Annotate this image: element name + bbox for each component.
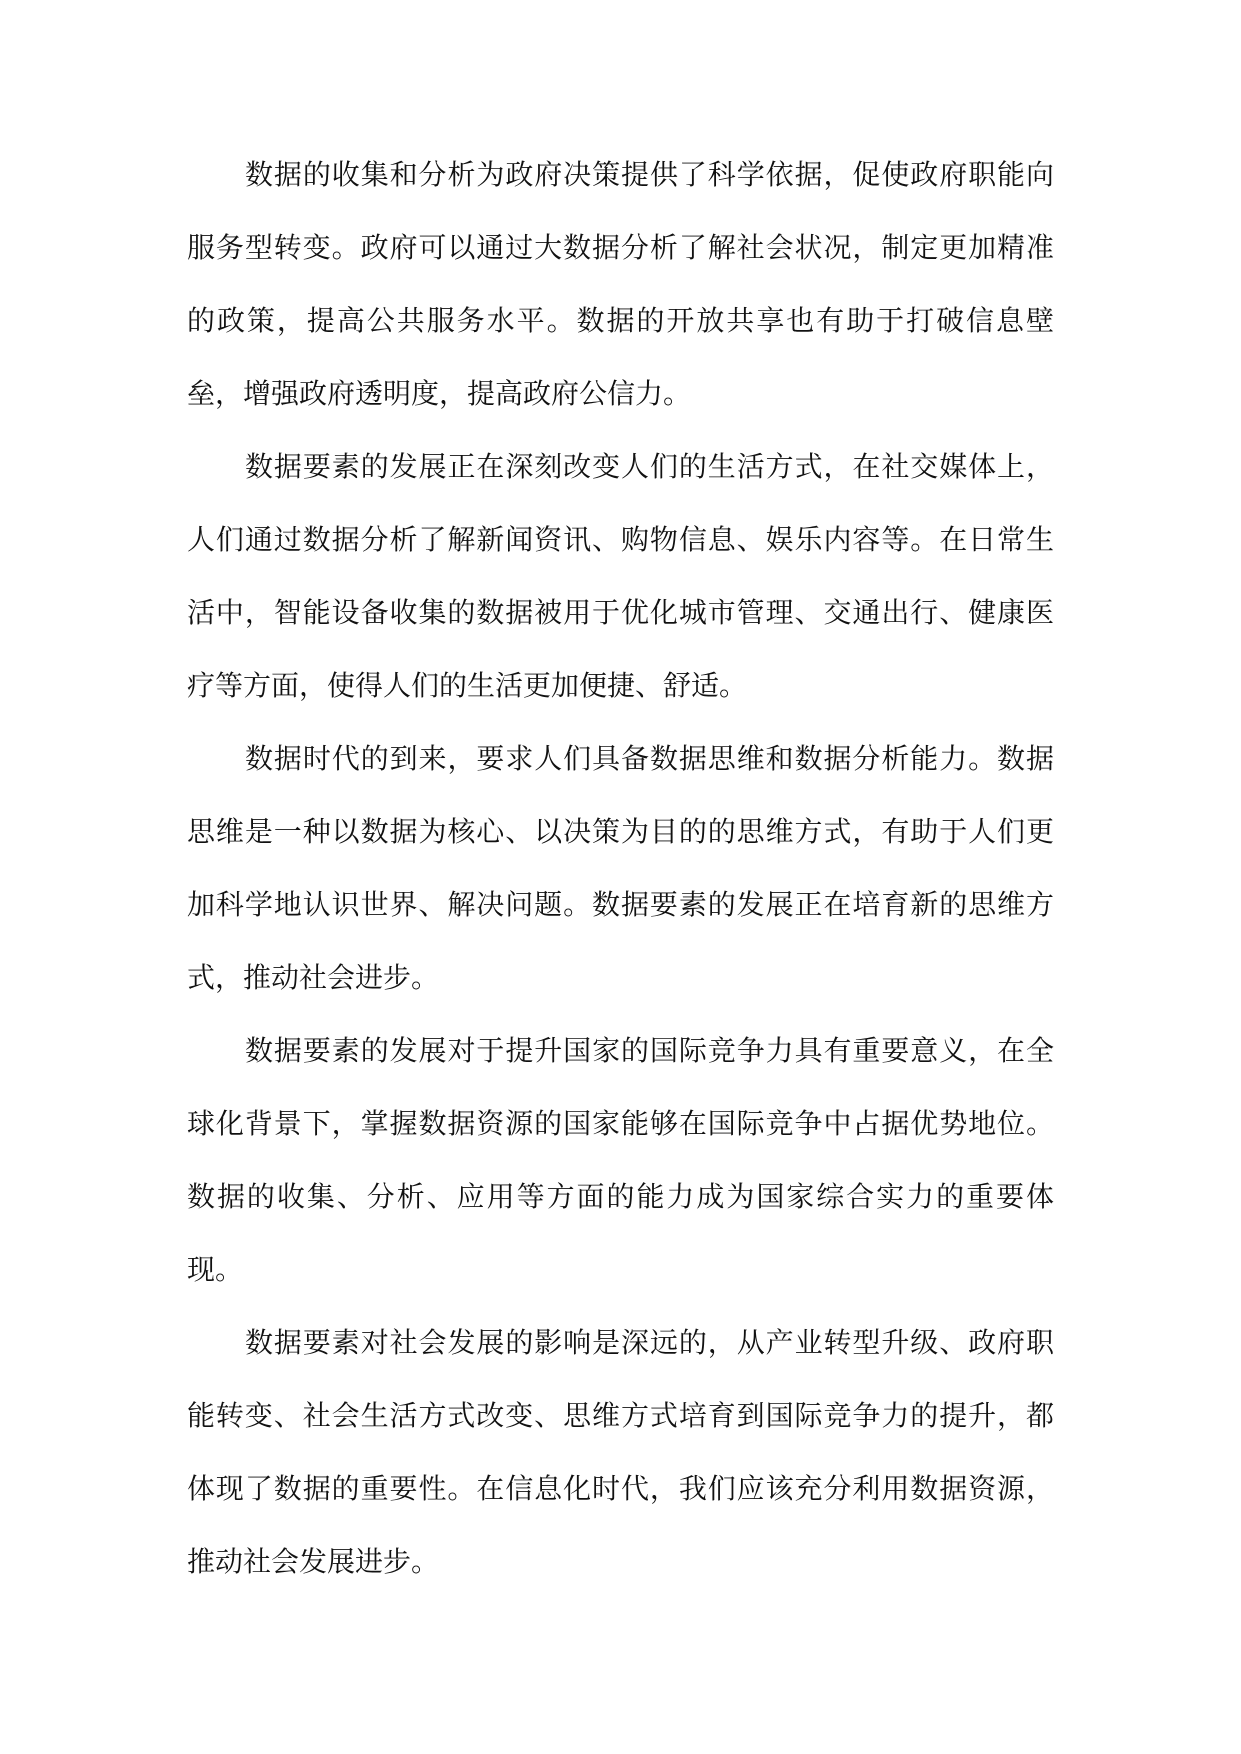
paragraph-conclusion: 数据要素对社会发展的影响是深远的，从产业转型升级、政府职能转变、社会生活方式改变、思维方式培育到国际竞争力的提升，都体现了数据的重要性。在信息化时代，我们应该充分利用数据资源，推动社会发展进步。 xyxy=(187,1326,1054,1578)
paragraph-data-thinking: 数据时代的到来，要求人们具备数据思维和数据分析能力。数据思维是一种以数据为核心、以决策为目的的思维方式，有助于人们更加科学地认识世界、解决问题。数据要素的发展正在培育新的思维方式，推动社会进步。 xyxy=(187,742,1054,994)
paragraph-government-services: 数据的收集和分析为政府决策提供了科学依据，促使政府职能向服务型转变。政府可以通过大数据分析了解社会状况，制定更加精准的政策，提高公共服务水平。数据的开放共享也有助于打破信息壁垒，增强政府透明度，提高政府公信力。 xyxy=(187,158,1054,410)
paragraph-international-competitiveness: 数据要素的发展对于提升国家的国际竞争力具有重要意义，在全球化背景下，掌握数据资源的国家能够在国际竞争中占据优势地位。数据的收集、分析、应用等方面的能力成为国家综合实力的重要体现。 xyxy=(187,1034,1054,1286)
paragraph-lifestyle-change: 数据要素的发展正在深刻改变人们的生活方式，在社交媒体上，人们通过数据分析了解新闻资讯、购物信息、娱乐内容等。在日常生活中，智能设备收集的数据被用于优化城市管理、交通出行、健康医疗等方面，使得人们的生活更加便捷、舒适。 xyxy=(187,450,1054,702)
